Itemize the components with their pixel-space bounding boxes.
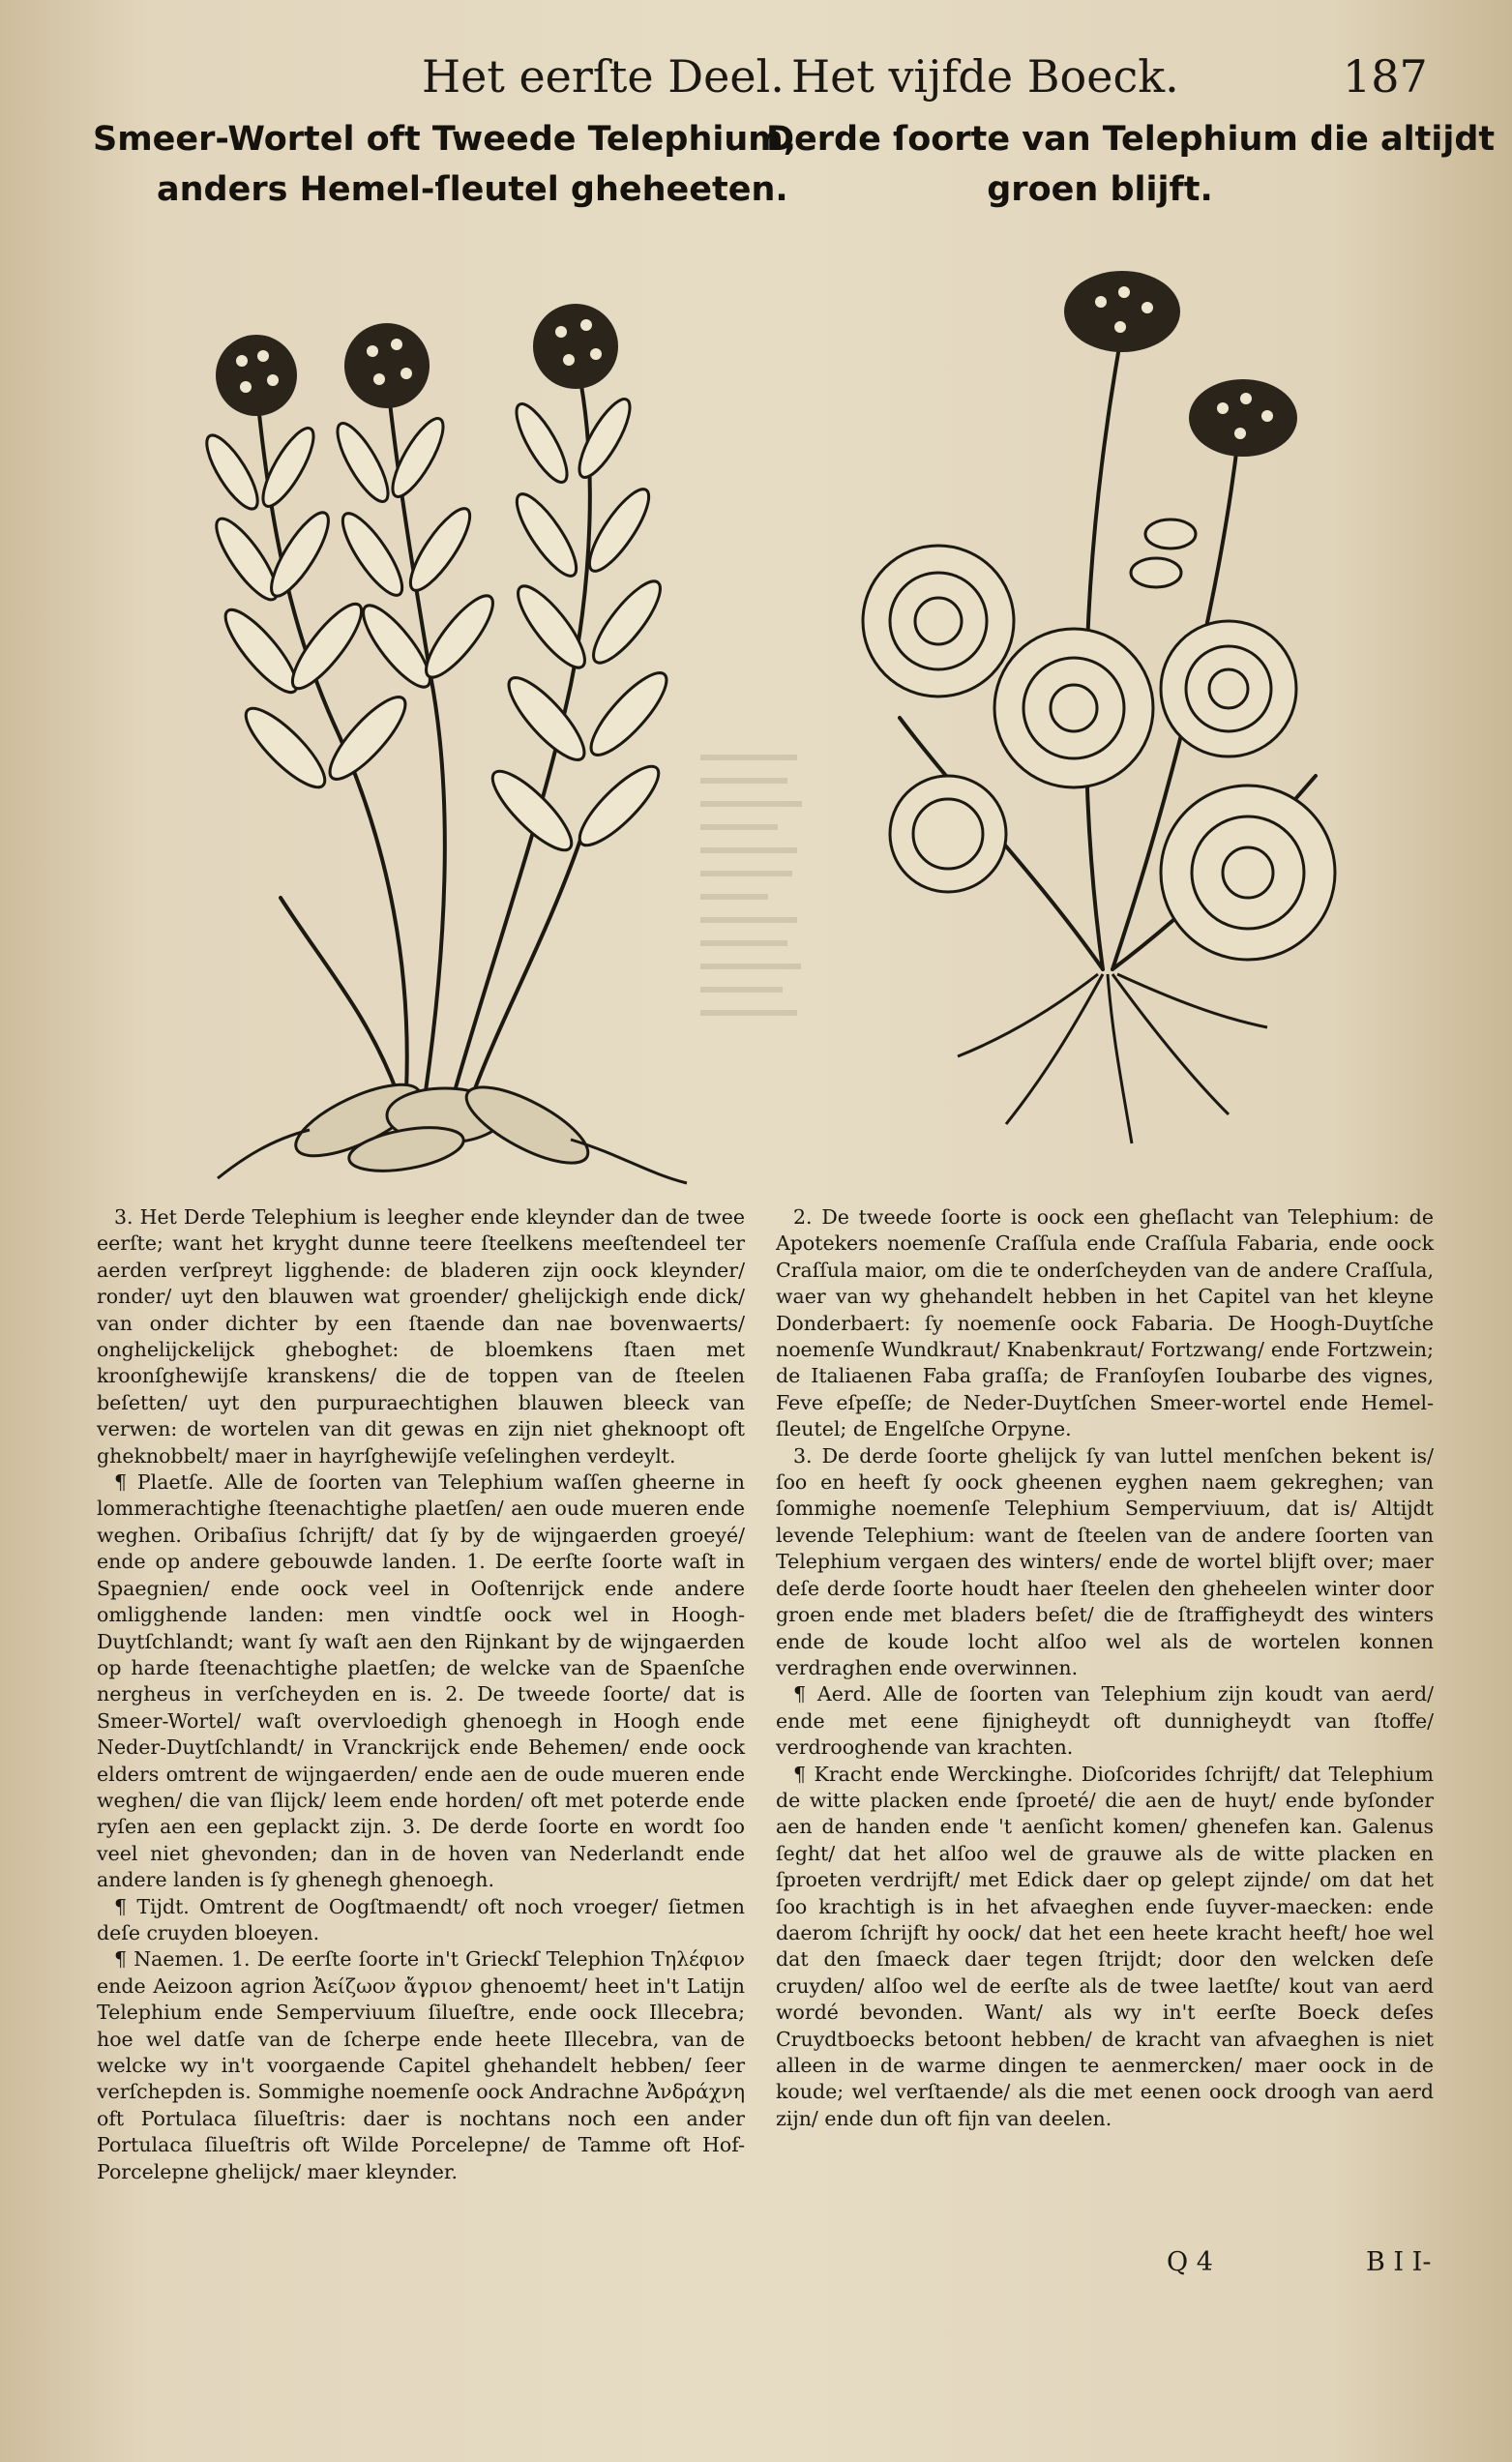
signature-mark: Q 4 bbox=[1167, 2247, 1213, 2277]
paragraph-tweede-soorte: 2. De tweede ſoorte is oock een gheſlacht van Telephium: de Apotekers noemenſe Craſſula ende Craſſula Fabaria, ende oock Craſſula maior, om die te onderſcheyden van de andere Craſſula, waer van wy ghehandelt hebben in het Capitel van het kleyne Donderbaert: ſy noemenſe oock Fabaria. De Hoogh-Duytſche noemenſe Wundkraut/ Knabenkraut/ Fortzwang/ ende Fortzwein; de Italiaenen Faba graſſa; de Franſoyſen Ioubarbe des vignes, Feve eſpeſſe; de Neder-Duytſchen Smeer-wortel ende Hemel-ſleutel; de Engelſche Orpyne. bbox=[776, 1205, 1434, 1441]
paragraph-kracht: ¶ Kracht ende Werckinghe. Dioſcorides ſchrijft/ dat Telephium de witte placken ende ſproeté/ die aen de huyt/ ende byſonder aen de handen ende 't aenſicht komen/ ghenefen kan. Galenus ſeght/ dat het alſoo wel de grauwe als de witte placken en ſproeten verdrijft/ met Edick daer op gelept zijnde/ om dat het ſoo krachtigh is in het afvaeghen ende ſuyver-maecken: ende daerom ſchrijft hy oock/ dat het een heete kracht heeft/ hoe wel dat den ſmaeck daer tegen ſtrijdt; door den welcken deſe cruyden/ alſoo wel de eerſte als de twee laetſte/ kout van aerd wordé bevonden. Want/ als wy in't eerſte Boeck deſes Cruydtboecks betoont hebben/ de kracht van afvaeghen is niet alleen in de warme dingen te aenmercken/ maer oock in de koude; wel verſtaende/ als die met eenen oock droogh van aerd zijn/ ende dun oft fijn van deelen. bbox=[776, 1762, 1434, 2130]
running-head-center: Het vijfde Boeck. bbox=[791, 50, 1179, 103]
page-number: 187 bbox=[1343, 50, 1428, 103]
right-plant-title bbox=[766, 114, 1496, 215]
paragraph-aerd: ¶ Aerd. Alle de ſoorten van Telephium zijn koudt van aerd/ ende met eene fijnigheydt oft dunnigheydt van ſtoffe/ verdrooghende van krachten. bbox=[776, 1682, 1434, 1760]
running-head-left: Het eerſte Deel. bbox=[422, 50, 785, 103]
paragraph-tijdt: ¶ Tijdt. Omtrent de Oogſtmaendt/ oft noch vroeger/ ſietmen deſe cruyden bloeyen. bbox=[97, 1894, 745, 1944]
left-text-column bbox=[97, 1204, 745, 2185]
right-title-line-1: Derde ſoorte van Telephium die altijdt bbox=[766, 120, 1496, 159]
woodcut-smeer-wortel bbox=[164, 221, 745, 1188]
right-text-column bbox=[776, 1204, 1434, 2132]
paragraph-naemen: ¶ Naemen. 1. De eerſte ſoorte in't Grieckſ Telephion Τηλέφιον ende Aeizoon agrion Ἀείζωον ἄγριον ghenoemt/ heet in't Latijn Telephium ende Semperviuum ſilueſtre, ende oock Illecebra; hoe wel datſe van de ſcherpe ende heete Illecebra, van de welcke wy in't voorgaende Capitel ghehandelt hebben/ ſeer verſchepden is. Sommighe noemenſe oock Andrachne Ἀνδράχνη oft Portulaca ſilueſtris: daer is nochtans noch een ander Portulaca ſilueſtris oft Wilde Porcelepne/ de Tamme oft Hof-Porcelepne ghelijck/ maer kleynder. bbox=[97, 1947, 745, 2183]
right-title-line-2: groen blijft. bbox=[987, 170, 1213, 209]
paragraph-description: 3. Het Derde Telephium is leegher ende kleynder dan de twee eerſte; want het kryght dunne teere ſteelkens meeſtendeel ter aerden verſpreyt ligghende: de bladeren zijn oock kleynder/ ronder/ uyt den blauwen wat groender/ ghelijckigh ende dick/ van onder dichter by een ſtaende dan nae bovenwaerts/ onghelijckelijck gheboghet: de bloemkens ſtaen met kroonſghewijſe kranskens/ die de toppen van de ſteelen beſetten/ uyt den purpuraechtighen blauwen bleeck van verwen: de wortelen van dit gewas en zijn niet gheknoopt oft gheknobbelt/ maer in hayrſghewijſe veſelinghen verdeylt. bbox=[97, 1205, 745, 1468]
woodcut-telephium-semperviuum bbox=[813, 253, 1403, 1163]
left-title-line-1: Smeer-Wortel oft Tweede Telephium, bbox=[93, 120, 797, 159]
paragraph-plaetse: ¶ Plaetſe. Alle de ſoorten van Telephium waſſen gheerne in lommerachtighe ſteenachtighe plaetſen/ aen oude mueren ende weghen. Oribaſius ſchrijft/ dat ſy by de wijngaerden groeyé/ ende op andere gebouwde landen. 1. De eerſte ſoorte waſt in Spaegnien/ ende oock veel in Ooſtenrijck ende andere omligghende landen: men vindtſe oock wel in Hoogh-Duytſchlandt; want ſy waſt aen den Rijnkant by de wijngaerden op harde ſteenachtighe plaetſen; de welcke van de Spaenſche nergheus in verſcheyden en is. 2. De tweede ſoorte/ dat is Smeer-Wortel/ waſt overvloedigh ghenoegh in Hoogh ende Neder-Duytſchlandt/ in Vranckrijck ende Behemen/ ende oock elders omtrent de wijngaerden/ ende aen de oude mueren ende weghen/ die van ſlijck/ leem ende horden/ oft met poterde ende ryſen aen een geplackt zijn. 3. De derde ſoorte en wordt ſoo veel niet ghevonden; dan in de hoven van Nederlandt ende andere landen is ſy ghenegh ghenoegh. bbox=[97, 1470, 745, 1892]
left-plant-title bbox=[93, 114, 797, 215]
left-title-line-2: anders Hemel-ſleutel gheheeten. bbox=[157, 170, 788, 209]
catchword: B I I- bbox=[1366, 2247, 1432, 2277]
paragraph-derde-soorte: 3. De derde ſoorte ghelijck ſy van luttel menſchen bekent is/ ſoo en heeft ſy oock gheenen eyghen naem gekreghen; van ſommighe noemenſe Telephium Semperviuum, dat is/ Altijdt levende Telephium: want de ſteelen van de andere ſoorten van Telephium vergaen des winters/ ende de wortel blijft over; maer deſe derde ſoorte houdt haer ſteelen den gheheelen winter door groen ende met bladers beſet/ die de ſtraffigheydt des winters ende de koude locht alſoo wel als de wortelen konnen verdraghen ende overwinnen. bbox=[776, 1443, 1434, 1679]
